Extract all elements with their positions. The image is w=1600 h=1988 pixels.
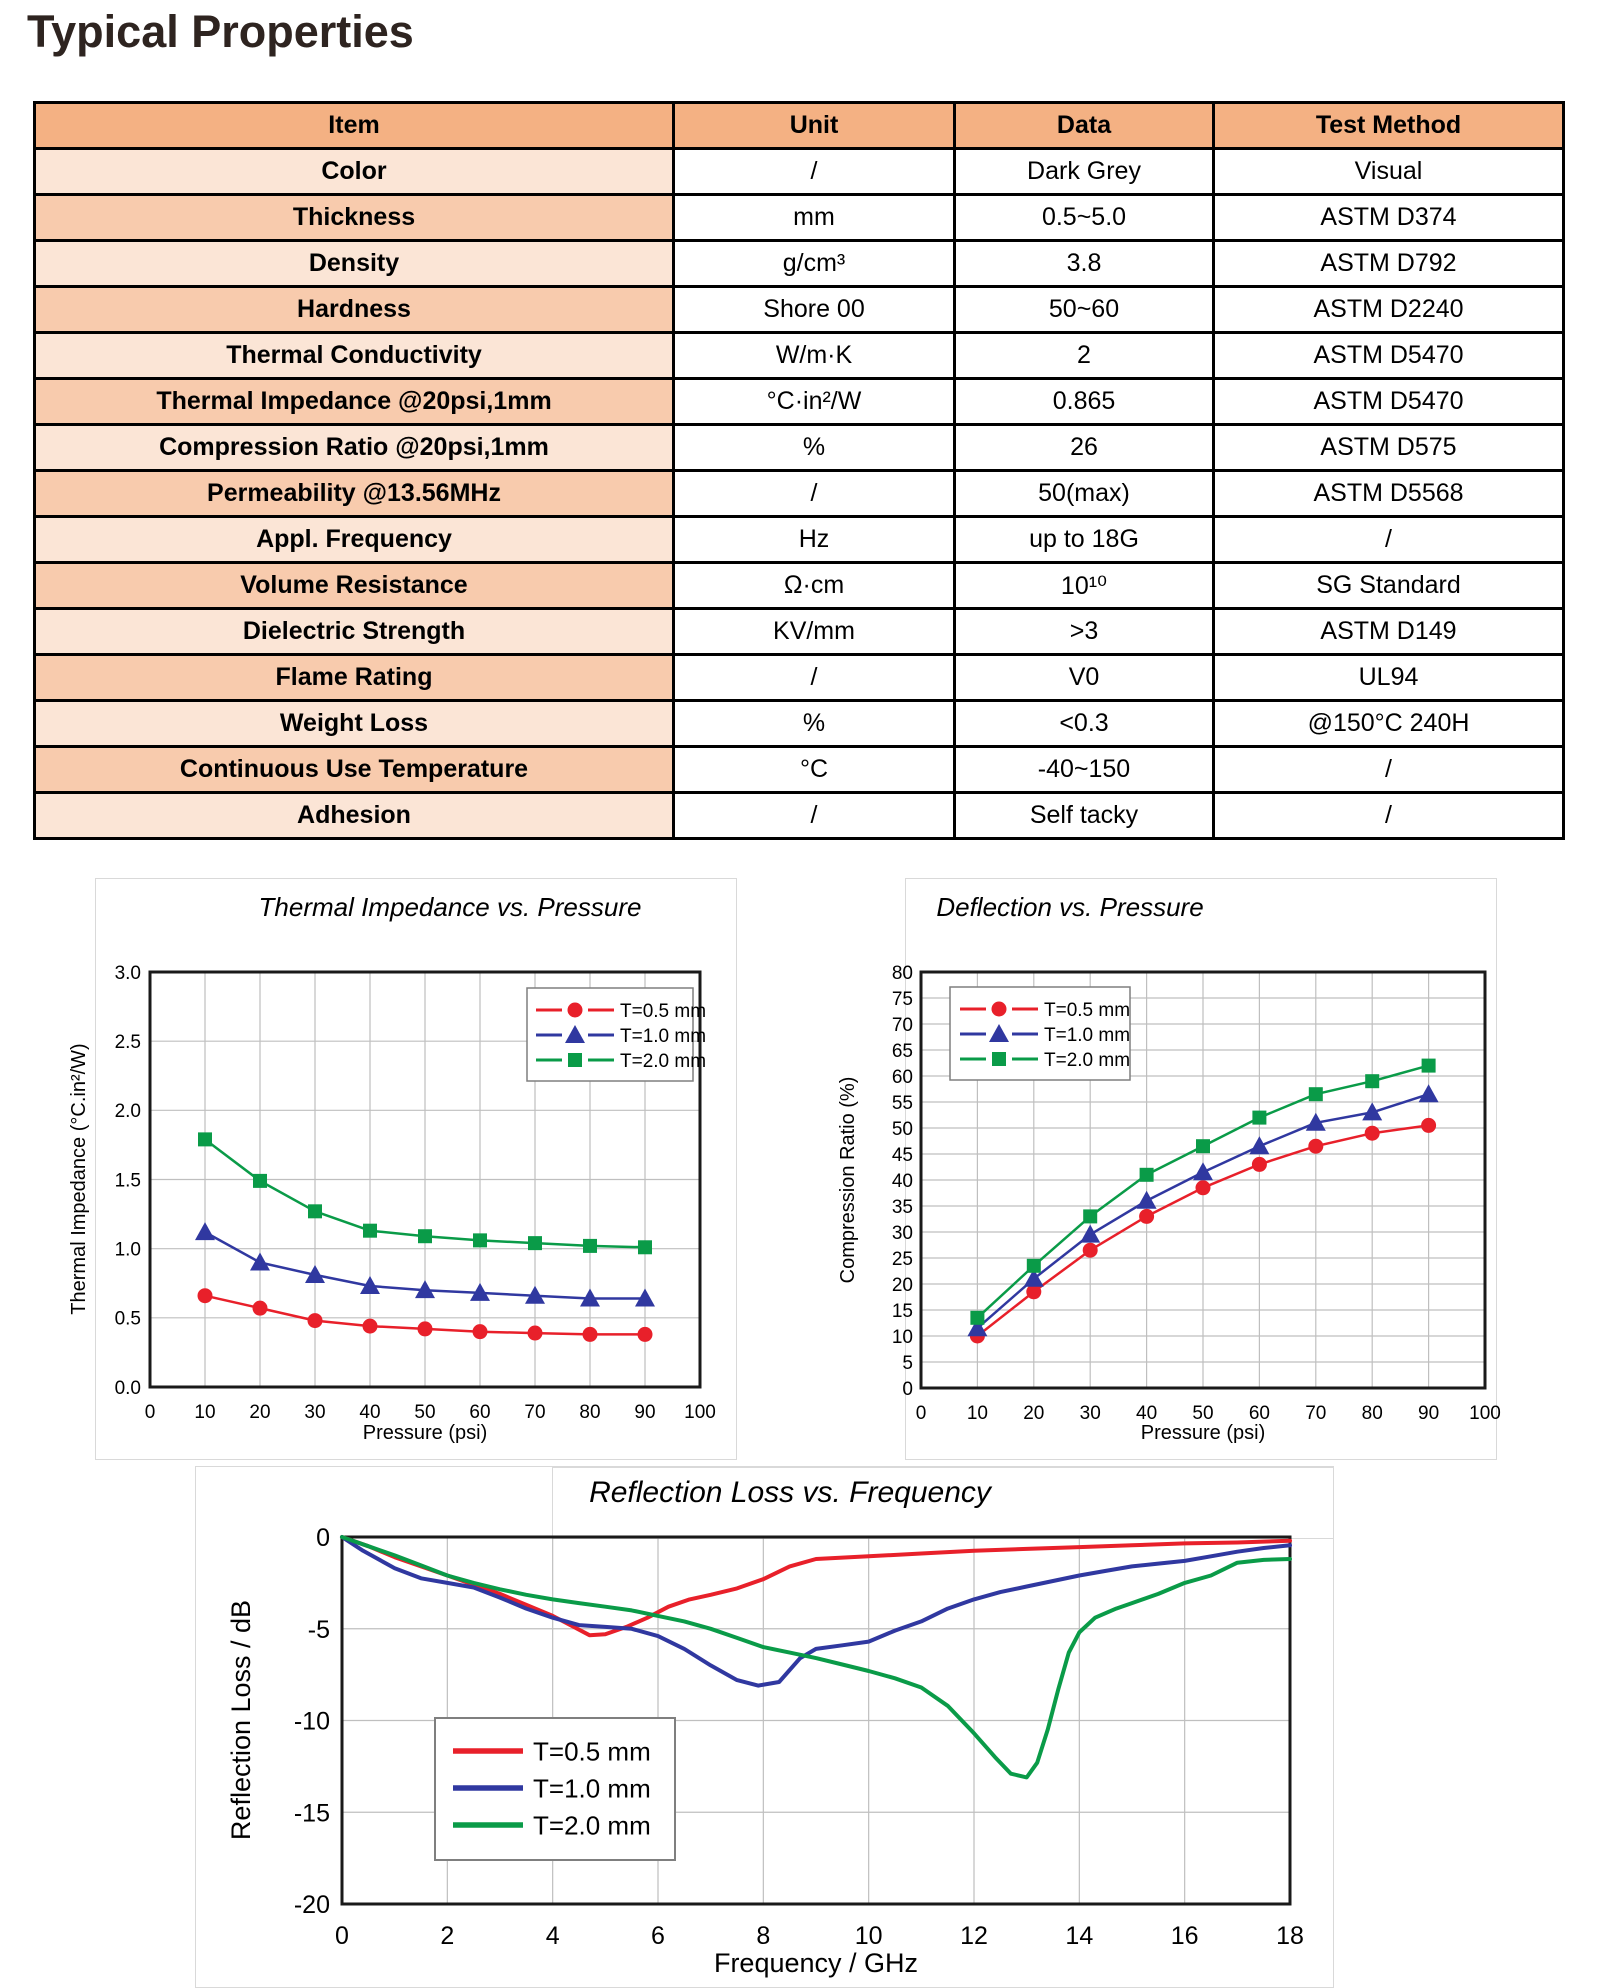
svg-text:1.0: 1.0: [114, 1239, 141, 1261]
thermal-impedance-chart-legend: [527, 988, 706, 1081]
t-2-0-mm-marker: [1422, 1059, 1436, 1073]
flame-rating-item-cell: Flame Rating: [35, 655, 674, 701]
t-0-5-mm-marker: [583, 1327, 598, 1342]
t-1-0-mm-marker: [1193, 1162, 1213, 1180]
thickness-data-cell: 0.5~5.0: [955, 195, 1214, 241]
thermal-impedance-chart-title: Thermal Impedance vs. Pressure: [258, 892, 642, 922]
table-row-hardness: [35, 287, 1564, 333]
svg-text:0: 0: [144, 1402, 156, 1423]
weight-loss-method-cell: @150°C 240H: [1214, 701, 1564, 747]
svg-text:90: 90: [634, 1402, 656, 1423]
legend-label-t-0-5-mm: T=0.5 mm: [1044, 999, 1131, 1021]
svg-text:-20: -20: [293, 1891, 330, 1919]
svg-text:2.0: 2.0: [114, 1101, 141, 1123]
reflection-loss-chart-x-tick-labels: [335, 1922, 1304, 1950]
hardness-method-cell: ASTM D2240: [1214, 287, 1564, 333]
svg-text:0: 0: [902, 1378, 913, 1400]
deflection-chart-plot-area: [837, 963, 1501, 1444]
color-item-cell: Color: [35, 149, 674, 195]
svg-text:1.5: 1.5: [114, 1170, 141, 1192]
table-row-compression-ratio-20psi-1mm: [35, 425, 1564, 471]
table-row-thermal-impedance-20psi-1mm: [35, 379, 1564, 425]
permeability-13-56mhz-item-cell: Permeability @13.56MHz: [35, 471, 674, 517]
volume-resistance-method-cell: SG Standard: [1214, 563, 1564, 609]
svg-text:55: 55: [891, 1092, 913, 1114]
svg-text:15: 15: [891, 1300, 913, 1322]
svg-text:10: 10: [194, 1402, 216, 1423]
t-2-0-mm-marker: [418, 1229, 432, 1243]
adhesion-item-cell: Adhesion: [35, 793, 674, 839]
svg-text:0: 0: [335, 1922, 349, 1950]
t-2-0-mm-marker: [473, 1233, 487, 1247]
thermal-conductivity-method-cell: ASTM D5470: [1214, 333, 1564, 379]
thermal-conductivity-item-cell: Thermal Conductivity: [35, 333, 674, 379]
deflection-chart-y-tick-labels: [892, 963, 913, 1400]
flame-rating-method-cell: UL94: [1214, 655, 1564, 701]
table-header: [35, 103, 1564, 149]
color-unit-cell: /: [674, 149, 955, 195]
t-0-5-mm-marker: [528, 1326, 543, 1341]
svg-text:40: 40: [359, 1402, 381, 1423]
col-header-unit: Unit: [674, 103, 955, 149]
reflection-loss-chart-y-tick-labels: [294, 1524, 330, 1919]
thermal-impedance-chart-y-axis-title: Thermal Impedance (°C.in²/W): [68, 1043, 90, 1315]
svg-text:50: 50: [414, 1402, 436, 1423]
thermal-impedance-20psi-1mm-data-cell: 0.865: [955, 379, 1214, 425]
svg-text:-15: -15: [293, 1799, 330, 1828]
table-row-adhesion: [35, 793, 1564, 839]
legend-t-2-0-mm-marker: [992, 1052, 1006, 1066]
thermal-impedance-chart: [40, 855, 720, 1455]
svg-text:20: 20: [891, 1274, 913, 1296]
svg-text:30: 30: [891, 1222, 913, 1244]
legend-label-t-0-5-mm: T=0.5 mm: [620, 1000, 707, 1022]
table-row-color: [35, 149, 1564, 195]
thickness-item-cell: Thickness: [35, 195, 674, 241]
legend-label-t-0-5-mm: T=0.5 mm: [533, 1736, 651, 1767]
table-row-thickness: [35, 195, 1564, 241]
legend-label-t-2-0-mm: T=2.0 mm: [1044, 1049, 1131, 1071]
thermal-impedance-20psi-1mm-method-cell: ASTM D5470: [1214, 379, 1564, 425]
deflection-chart-x-tick-labels: [916, 1403, 1501, 1424]
legend-label-t-2-0-mm: T=2.0 mm: [620, 1050, 707, 1072]
svg-text:4: 4: [545, 1922, 560, 1950]
legend-label-t-1-0-mm: T=1.0 mm: [533, 1773, 651, 1804]
thermal-impedance-chart-y-tick-labels: [115, 963, 141, 1399]
t-0-5-mm-marker: [308, 1313, 323, 1328]
table-row-flame-rating: [35, 655, 1564, 701]
t-0-5-mm-marker: [1139, 1209, 1154, 1224]
svg-text:30: 30: [304, 1402, 326, 1423]
permeability-13-56mhz-unit-cell: /: [674, 471, 955, 517]
page-title: Typical Properties: [27, 6, 414, 57]
t-2-0-mm-marker: [308, 1204, 322, 1218]
svg-text:18: 18: [1276, 1922, 1304, 1950]
table-row-density: [35, 241, 1564, 287]
svg-text:70: 70: [524, 1402, 546, 1423]
permeability-13-56mhz-method-cell: ASTM D5568: [1214, 471, 1564, 517]
svg-text:100: 100: [1469, 1403, 1501, 1424]
density-item-cell: Density: [35, 241, 674, 287]
thickness-method-cell: ASTM D374: [1214, 195, 1564, 241]
continuous-use-temperature-item-cell: Continuous Use Temperature: [35, 747, 674, 793]
compression-ratio-20psi-1mm-unit-cell: %: [674, 425, 955, 471]
t-0-5-mm-marker: [198, 1288, 213, 1303]
deflection-chart-title: Deflection vs. Pressure: [936, 892, 1204, 922]
svg-text:70: 70: [1305, 1403, 1327, 1424]
svg-text:3.0: 3.0: [114, 962, 141, 984]
legend-label-t-1-0-mm: T=1.0 mm: [620, 1025, 707, 1047]
svg-text:2.5: 2.5: [114, 1032, 141, 1054]
deflection-chart: [830, 855, 1510, 1455]
t-1-0-mm-marker: [1137, 1191, 1157, 1209]
svg-text:0.0: 0.0: [114, 1377, 141, 1399]
t-0-5-mm-marker: [418, 1321, 433, 1336]
table-row-appl-frequency: [35, 517, 1564, 563]
adhesion-data-cell: Self tacky: [955, 793, 1214, 839]
color-method-cell: Visual: [1214, 149, 1564, 195]
t-2-0-mm-marker: [363, 1224, 377, 1238]
col-header-data: Data: [955, 103, 1214, 149]
hardness-unit-cell: Shore 00: [674, 287, 955, 333]
volume-resistance-item-cell: Volume Resistance: [35, 563, 674, 609]
t-2-0-mm-marker: [1027, 1259, 1041, 1273]
svg-text:35: 35: [891, 1196, 913, 1218]
flame-rating-unit-cell: /: [674, 655, 955, 701]
t-1-0-mm-marker: [1080, 1225, 1100, 1243]
t-0-5-mm-marker: [1421, 1118, 1436, 1133]
col-header-test-method: Test Method: [1214, 103, 1564, 149]
t-1-0-mm-marker: [250, 1253, 270, 1271]
svg-text:14: 14: [1065, 1922, 1094, 1950]
svg-text:-5: -5: [307, 1615, 330, 1644]
table-row-volume-resistance: [35, 563, 1564, 609]
hardness-data-cell: 50~60: [955, 287, 1214, 333]
t-1-0-mm-marker: [195, 1222, 215, 1240]
deflection-chart-x-axis-title: Pressure (psi): [1140, 1422, 1266, 1444]
t-2-0-mm-marker: [1140, 1168, 1154, 1182]
density-unit-cell: g/cm³: [674, 241, 955, 287]
t-2-0-mm-marker: [253, 1174, 267, 1188]
weight-loss-data-cell: <0.3: [955, 701, 1214, 747]
appl-frequency-method-cell: /: [1214, 517, 1564, 563]
t-1-0-mm-marker: [1419, 1084, 1439, 1102]
compression-ratio-20psi-1mm-data-cell: 26: [955, 425, 1214, 471]
volume-resistance-unit-cell: Ω·cm: [674, 563, 955, 609]
hardness-item-cell: Hardness: [35, 287, 674, 333]
reflection-loss-chart-y-axis-title: Reflection Loss / dB: [226, 1599, 256, 1841]
t-0-5-mm-marker: [1308, 1139, 1323, 1154]
density-method-cell: ASTM D792: [1214, 241, 1564, 287]
continuous-use-temperature-method-cell: /: [1214, 747, 1564, 793]
reflection-loss-chart-plot-area: [226, 1524, 1304, 1978]
appl-frequency-data-cell: up to 18G: [955, 517, 1214, 563]
t-0-5-mm-marker: [473, 1324, 488, 1339]
reflection-loss-chart-title: Reflection Loss vs. Frequency: [589, 1476, 991, 1509]
col-header-item: Item: [35, 103, 674, 149]
table-row-dielectric-strength: [35, 609, 1564, 655]
flame-rating-data-cell: V0: [955, 655, 1214, 701]
table-row-weight-loss: [35, 701, 1564, 747]
svg-text:60: 60: [891, 1066, 913, 1088]
svg-text:0: 0: [915, 1403, 927, 1424]
continuous-use-temperature-data-cell: -40~150: [955, 747, 1214, 793]
svg-text:65: 65: [891, 1040, 913, 1062]
legend-t-0-5-mm-marker: [992, 1002, 1007, 1017]
thermal-conductivity-unit-cell: W/m·K: [674, 333, 955, 379]
thermal-impedance-chart-x-tick-labels: [145, 1402, 716, 1423]
t-2-0-mm-marker: [528, 1236, 542, 1250]
svg-text:6: 6: [651, 1922, 665, 1950]
t-0-5-mm-marker: [1365, 1126, 1380, 1141]
svg-text:20: 20: [1023, 1403, 1045, 1424]
t-0-5-mm-marker: [1196, 1180, 1211, 1195]
svg-text:80: 80: [1361, 1403, 1383, 1424]
svg-text:100: 100: [684, 1402, 716, 1423]
svg-text:50: 50: [891, 1118, 913, 1140]
svg-text:80: 80: [891, 962, 913, 984]
dielectric-strength-item-cell: Dielectric Strength: [35, 609, 674, 655]
t-2-0-mm-marker: [1309, 1087, 1323, 1101]
weight-loss-item-cell: Weight Loss: [35, 701, 674, 747]
reflection-loss-chart-legend: [435, 1718, 675, 1860]
t-0-5-mm-marker: [363, 1319, 378, 1334]
svg-text:60: 60: [1248, 1403, 1270, 1424]
dielectric-strength-method-cell: ASTM D149: [1214, 609, 1564, 655]
table-row-continuous-use-temperature: [35, 747, 1564, 793]
svg-text:0.5: 0.5: [114, 1308, 141, 1330]
svg-text:25: 25: [891, 1248, 913, 1270]
permeability-13-56mhz-data-cell: 50(max): [955, 471, 1214, 517]
adhesion-method-cell: /: [1214, 793, 1564, 839]
svg-text:-10: -10: [293, 1707, 330, 1736]
dielectric-strength-data-cell: >3: [955, 609, 1214, 655]
svg-text:16: 16: [1170, 1922, 1199, 1950]
svg-text:75: 75: [891, 988, 913, 1010]
t-0-5-mm-marker: [1252, 1157, 1267, 1172]
svg-text:80: 80: [579, 1402, 601, 1423]
svg-text:10: 10: [854, 1922, 883, 1950]
svg-text:12: 12: [960, 1922, 988, 1950]
thermal-conductivity-data-cell: 2: [955, 333, 1214, 379]
weight-loss-unit-cell: %: [674, 701, 955, 747]
t-0-5-mm-marker: [253, 1301, 268, 1316]
svg-text:45: 45: [891, 1144, 913, 1166]
deflection-chart-y-axis-title: Compression Ratio (%): [837, 1076, 859, 1284]
table-row-thermal-conductivity: [35, 333, 1564, 379]
density-data-cell: 3.8: [955, 241, 1214, 287]
table-row-permeability-13-56mhz: [35, 471, 1564, 517]
svg-text:2: 2: [440, 1922, 455, 1950]
thermal-impedance-chart-plot-area: [68, 963, 716, 1444]
svg-text:60: 60: [469, 1402, 491, 1423]
appl-frequency-unit-cell: Hz: [674, 517, 955, 563]
svg-text:90: 90: [1418, 1403, 1440, 1424]
svg-text:40: 40: [891, 1170, 913, 1192]
t-2-0-mm-marker: [1252, 1111, 1266, 1125]
t-2-0-mm-marker: [1365, 1074, 1379, 1088]
thermal-impedance-20psi-1mm-item-cell: Thermal Impedance @20psi,1mm: [35, 379, 674, 425]
svg-text:10: 10: [966, 1403, 988, 1424]
legend-label-t-1-0-mm: T=1.0 mm: [1044, 1024, 1131, 1046]
table-body: [35, 149, 1564, 839]
t-2-0-mm-marker: [638, 1240, 652, 1254]
svg-text:70: 70: [891, 1014, 913, 1036]
reflection-loss-chart-x-axis-title: Frequency / GHz: [713, 1948, 919, 1978]
t-1-0-mm-marker: [1249, 1136, 1269, 1154]
thickness-unit-cell: mm: [674, 195, 955, 241]
continuous-use-temperature-unit-cell: °C: [674, 747, 955, 793]
svg-text:20: 20: [249, 1402, 271, 1423]
legend-t-0-5-mm-marker: [568, 1003, 583, 1018]
svg-text:10: 10: [891, 1326, 913, 1348]
appl-frequency-item-cell: Appl. Frequency: [35, 517, 674, 563]
deflection-chart-legend: [950, 987, 1130, 1080]
table-header-row: [35, 103, 1564, 149]
thermal-impedance-20psi-1mm-unit-cell: °C·in²/W: [674, 379, 955, 425]
typical-properties-table: [33, 101, 1565, 840]
reflection-loss-chart: [210, 1450, 1330, 1988]
compression-ratio-20psi-1mm-item-cell: Compression Ratio @20psi,1mm: [35, 425, 674, 471]
thermal-impedance-chart-x-axis-title: Pressure (psi): [362, 1422, 488, 1444]
svg-text:50: 50: [1192, 1403, 1214, 1424]
svg-text:40: 40: [1136, 1403, 1158, 1424]
adhesion-unit-cell: /: [674, 793, 955, 839]
compression-ratio-20psi-1mm-method-cell: ASTM D575: [1214, 425, 1564, 471]
t-2-0-mm-marker: [1083, 1209, 1097, 1223]
dielectric-strength-unit-cell: KV/mm: [674, 609, 955, 655]
svg-text:0: 0: [316, 1524, 330, 1552]
t-2-0-mm-marker: [198, 1132, 212, 1146]
t-2-0-mm-marker: [1196, 1139, 1210, 1153]
t-2-0-mm-marker: [583, 1239, 597, 1253]
svg-text:8: 8: [756, 1922, 771, 1950]
volume-resistance-data-cell: 10¹⁰: [955, 563, 1214, 609]
svg-text:5: 5: [902, 1352, 913, 1374]
t-2-0-mm-marker: [970, 1311, 984, 1325]
legend-label-t-2-0-mm: T=2.0 mm: [533, 1810, 651, 1841]
t-0-5-mm-marker: [1083, 1243, 1098, 1258]
legend-t-2-0-mm-marker: [568, 1053, 582, 1067]
svg-text:30: 30: [1079, 1403, 1101, 1424]
t-0-5-mm-marker: [638, 1327, 653, 1342]
color-data-cell: Dark Grey: [955, 149, 1214, 195]
